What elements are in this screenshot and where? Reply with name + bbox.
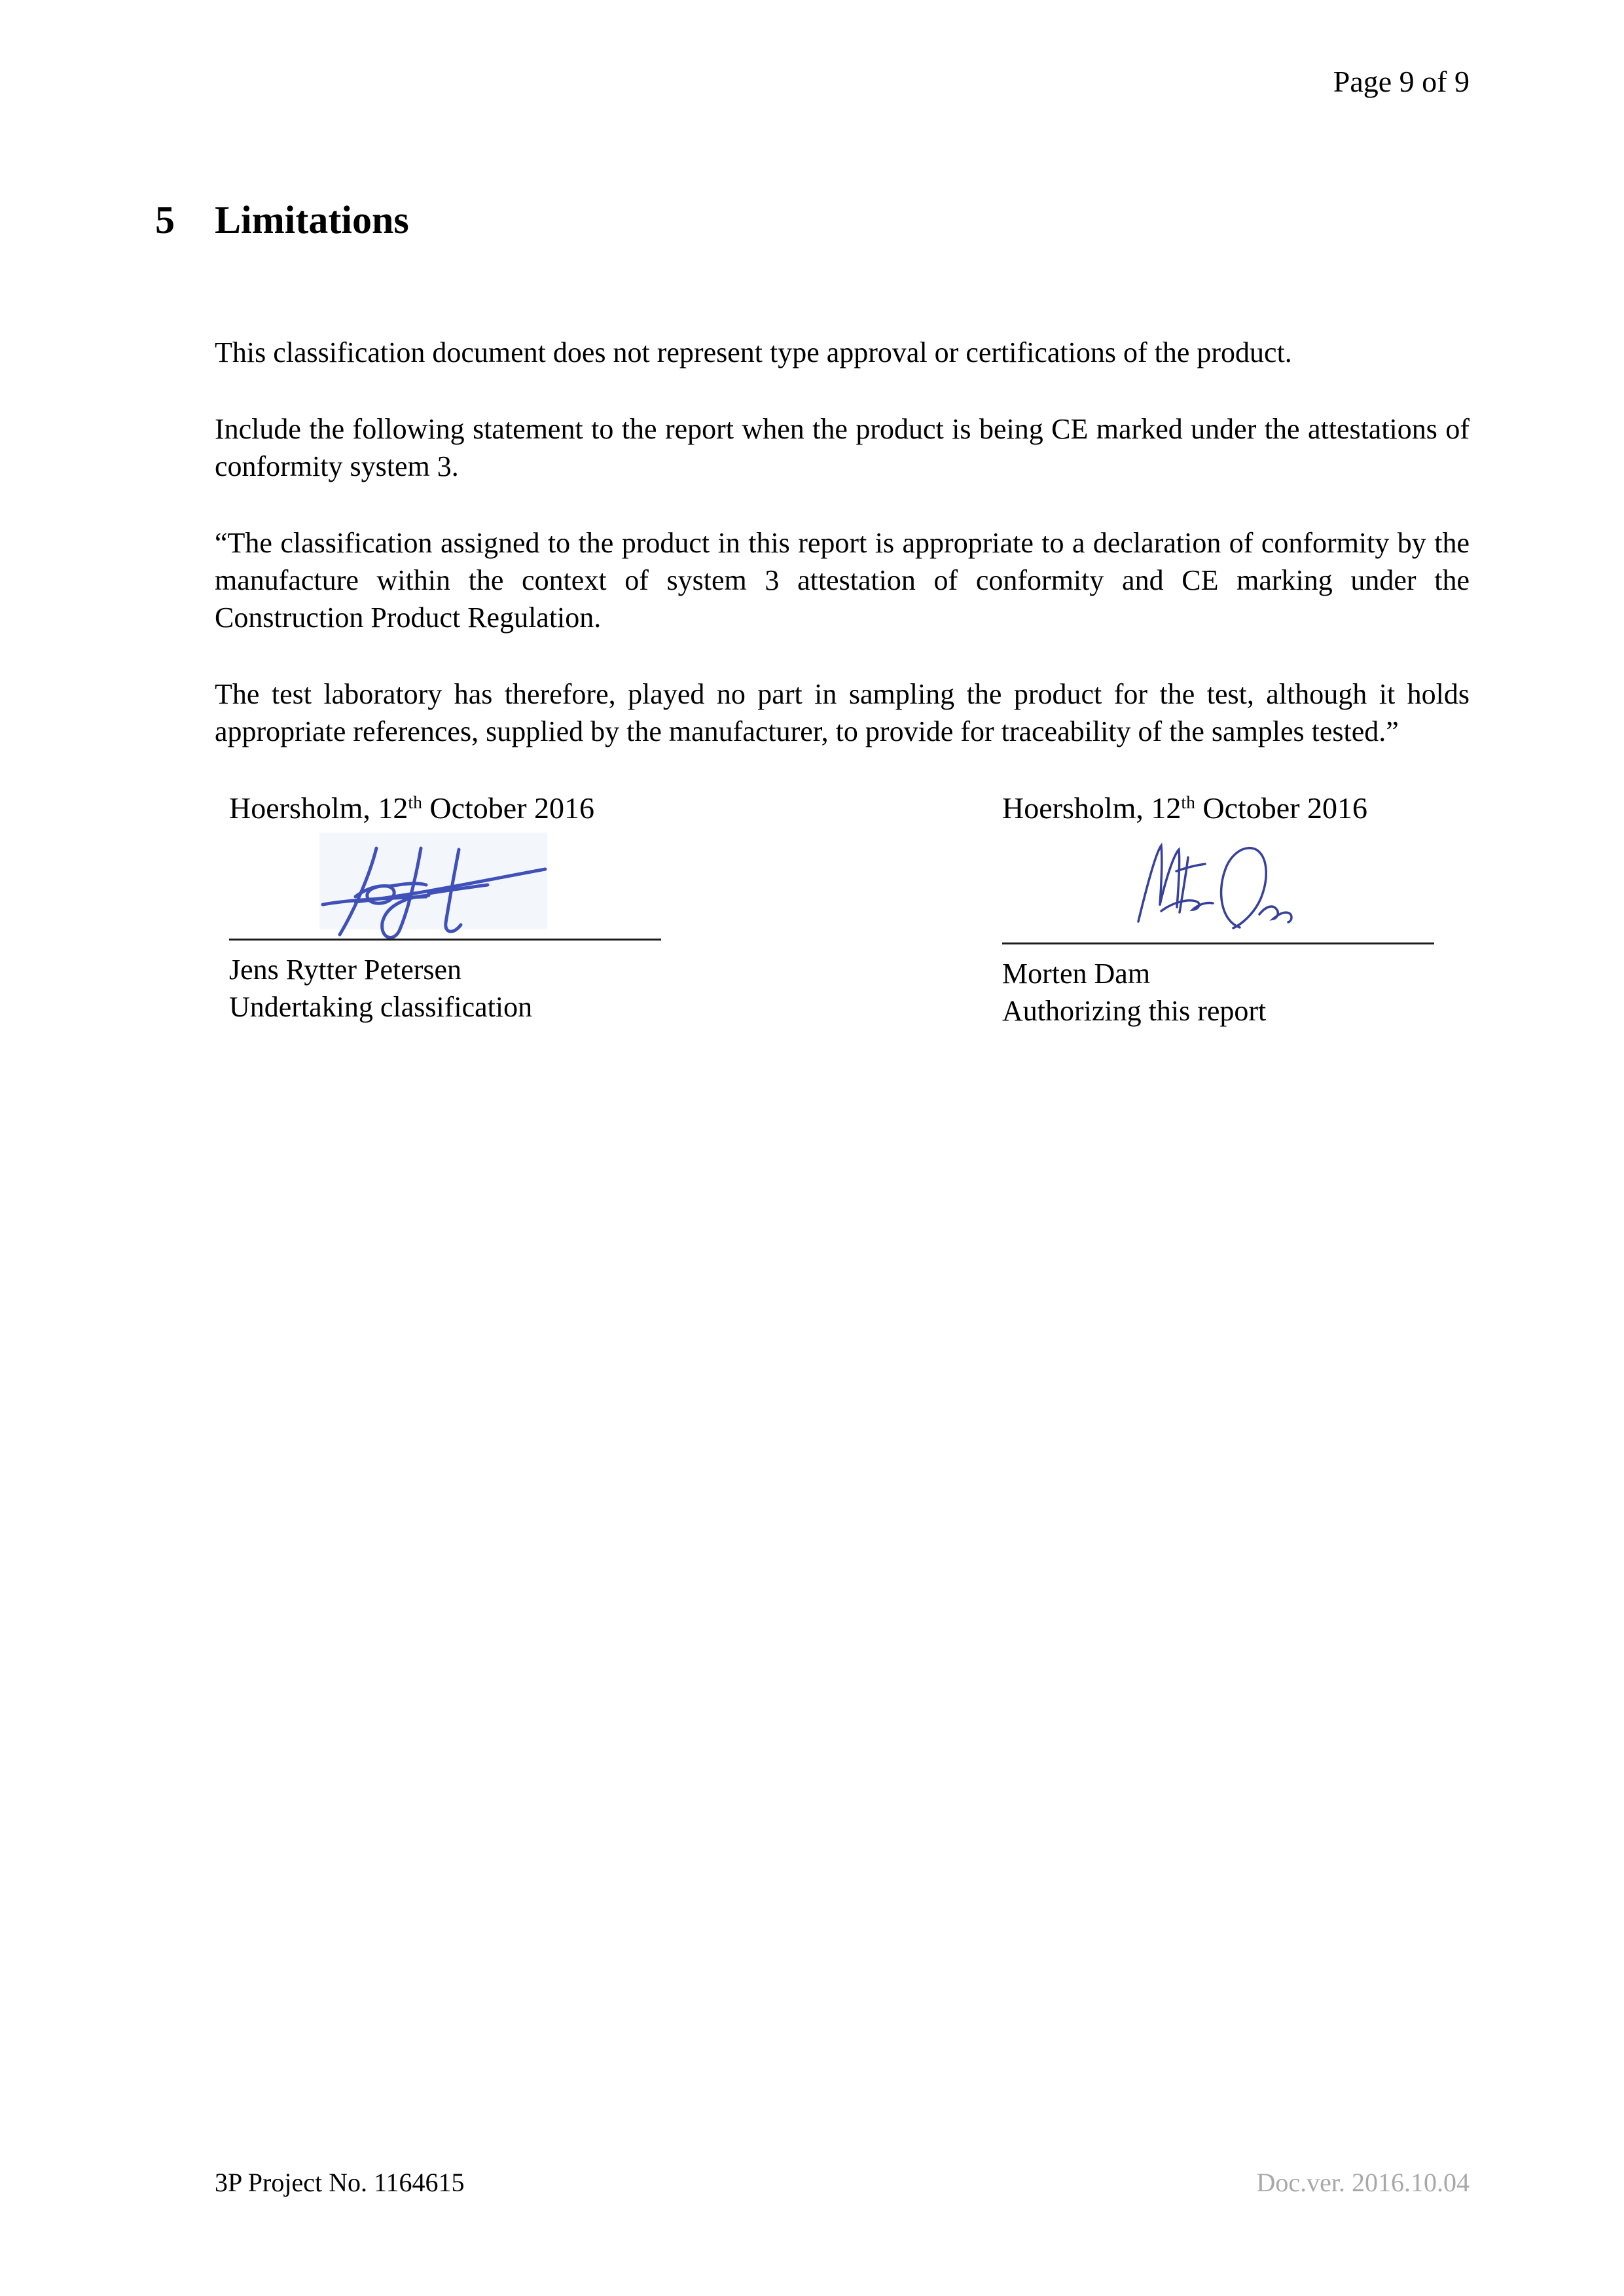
handwritten-signature-right [1002,835,1434,942]
place-date-rest: October 2016 [422,791,595,825]
date-ordinal: th [1181,791,1195,812]
page-number: Page 9 of 9 [1333,65,1470,98]
signatory-role-left: Undertaking classification [229,991,533,1023]
handwritten-signature-left [229,831,661,939]
paragraph: Include the following statement to the report when the product is being CE marked under the attestations of conformity system 3. [215,413,1470,482]
signature-strokes-right [1138,846,1291,928]
page-footer [215,2166,1470,2199]
signature-line-left [229,939,661,941]
doc-version: Doc.ver. 2016.10.04 [1256,2168,1470,2197]
place-date-right [1002,789,1434,831]
place-date-left [229,789,661,831]
section-heading [155,196,1470,243]
section-number: 5 [155,198,175,242]
project-number: 3P Project No. 1164615 [215,2168,465,2197]
place-date-text: Hoersholm, 12 [1002,791,1182,825]
signature-block-left [229,789,661,1030]
signature-section [215,789,1470,1030]
signature-paper-tint [319,833,547,929]
page-content [155,0,1470,1030]
signature-block-right [1002,789,1434,1030]
place-date-rest: October 2016 [1195,791,1368,825]
date-ordinal: th [408,791,422,812]
place-date-text: Hoersholm, 12 [229,791,408,825]
paragraph: “The classification assigned to the product in this report is appropriate to a declaration of conformity by the manufacture within the context of system 3 attestation of conformity and CE marking under the Construction Product Regulation. [215,527,1470,634]
signature-line-right [1002,942,1434,944]
signatory-role-right: Authorizing this report [1002,995,1267,1027]
signatory-name-left: Jens Rytter Petersen [229,954,462,986]
paragraph: This classification document does not represent type approval or certifications of the product. [215,336,1292,368]
signatory-name-right: Morten Dam [1002,958,1151,990]
paragraph: The test laboratory has therefore, played no part in sampling the product for the test, although it holds appropriate references, supplied by the manufacturer, to provide for traceability of the samples tested.” [215,678,1470,747]
section-title: Limitations [215,198,409,242]
body-paragraphs [215,334,1470,750]
